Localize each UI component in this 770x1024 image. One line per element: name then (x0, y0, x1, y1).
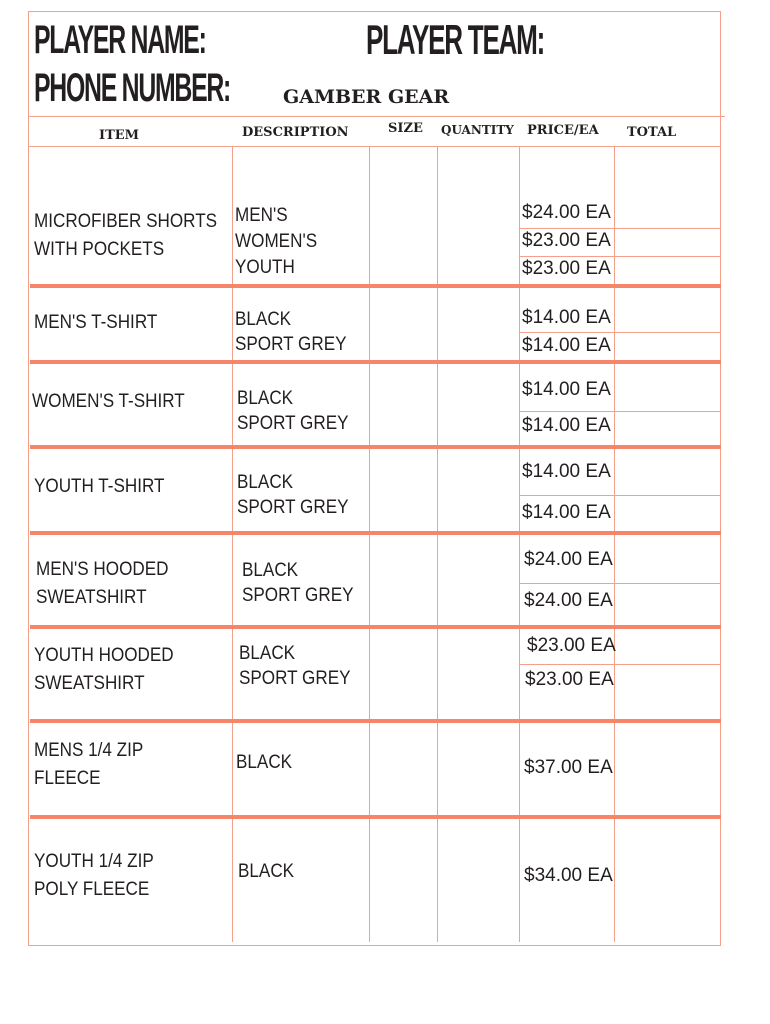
column-header-total: TOTAL (627, 125, 677, 140)
column-header-item: ITEM (99, 128, 140, 143)
player-team-label: PLAYER TEAM: (366, 16, 545, 63)
product-item-name: MICROFIBER SHORTS WITH POCKETS (34, 211, 218, 260)
product-price: $24.00 EA (524, 549, 613, 570)
header-bottom-rule (28, 146, 721, 147)
column-header-description: DESCRIPTION (242, 125, 349, 140)
product-separator (30, 531, 721, 535)
divider-desc-size (369, 147, 370, 942)
product-item-name: YOUTH T-SHIRT (34, 476, 165, 497)
product-separator (30, 284, 721, 288)
product-separator (30, 719, 721, 723)
product-price: $24.00 EA (524, 590, 613, 611)
product-price: $23.00 EA (522, 258, 611, 279)
price-subline (519, 583, 721, 584)
product-separator (30, 625, 721, 629)
product-separator (30, 445, 721, 449)
product-item-name: MEN'S HOODED SWEATSHIRT (36, 559, 169, 608)
price-subline (519, 664, 721, 665)
player-name-label: PLAYER NAME: (34, 18, 206, 62)
product-item-name: MEN'S T-SHIRT (34, 312, 158, 333)
column-header-quantity: QUANTITY (441, 123, 514, 137)
product-price: $24.00 EA (522, 202, 611, 223)
price-subline (519, 332, 721, 333)
product-description: BLACK SPORT GREY (237, 388, 349, 434)
product-description: BLACK SPORT GREY (239, 643, 351, 689)
divider-qty-price (519, 147, 520, 942)
divider-item-desc (232, 147, 233, 942)
product-price: $23.00 EA (525, 669, 614, 690)
product-description: BLACK SPORT GREY (235, 309, 347, 355)
product-description: MEN'S WOMEN'S YOUTH (235, 205, 318, 278)
product-item-name: MENS 1/4 ZIP FLEECE (34, 740, 144, 789)
product-price: $14.00 EA (522, 461, 611, 482)
product-price: $34.00 EA (524, 865, 613, 886)
column-header-price: PRICE/EA (527, 123, 599, 138)
product-price: $23.00 EA (522, 230, 611, 251)
product-item-name: YOUTH 1/4 ZIP POLY FLEECE (34, 851, 154, 900)
product-description: BLACK SPORT GREY (242, 560, 354, 606)
product-price: $14.00 EA (522, 335, 611, 356)
product-price: $14.00 EA (522, 502, 611, 523)
store-name: GAMBER GEAR (283, 86, 450, 108)
price-subline (519, 228, 721, 229)
product-description: BLACK SPORT GREY (237, 472, 349, 518)
product-price: $14.00 EA (522, 415, 611, 436)
price-subline (519, 256, 721, 257)
product-price: $14.00 EA (522, 307, 611, 328)
product-price: $23.00 EA (527, 635, 616, 656)
product-separator (30, 360, 721, 364)
phone-number-label: PHONE NUMBER: (34, 66, 231, 110)
product-separator (30, 815, 721, 819)
divider-size-qty (437, 147, 438, 942)
product-description: BLACK (238, 861, 295, 882)
column-header-size: SIZE (388, 121, 423, 136)
product-description: BLACK (236, 752, 293, 773)
product-item-name: WOMEN'S T-SHIRT (32, 391, 185, 412)
price-subline (519, 411, 721, 412)
product-price: $14.00 EA (522, 379, 611, 400)
price-subline (519, 495, 721, 496)
header-top-rule (28, 116, 725, 117)
divider-price-total (614, 147, 615, 942)
product-price: $37.00 EA (524, 757, 613, 778)
product-item-name: YOUTH HOODED SWEATSHIRT (34, 645, 174, 694)
